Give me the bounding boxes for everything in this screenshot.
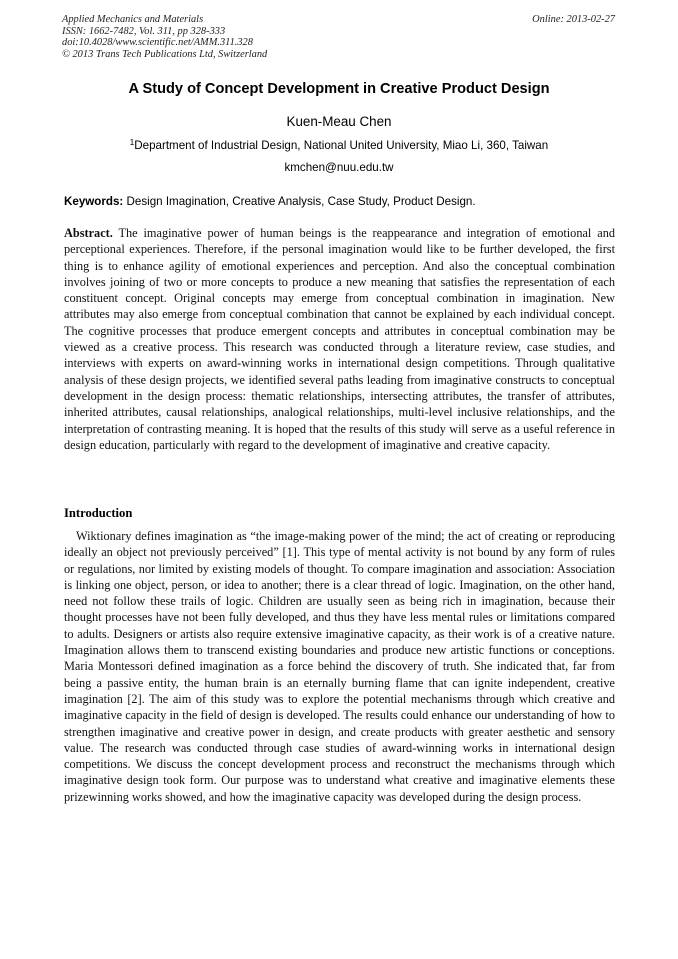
journal-header [62,14,615,60]
affiliation [0,139,678,152]
online-date: Online: 2013-02-27 [532,14,615,25]
affiliation-text: Department of Industrial Design, National United University, Miao Li, 360, Taiwan [134,139,549,152]
author-name: Kuen-Meau Chen [286,114,392,129]
issn-line: ISSN: 1662-7482, Vol. 311, pp 328-333 [62,25,226,37]
keywords-label: Keywords: [64,195,124,208]
introduction-paragraph: Wiktionary defines imagination as “the image-making power of the mind; the act of creating or reproducing ideally an object not previously perceived” [1]. This type of mental activity is not bound by any form of rules or regulations, nor limited by existing models of thought. To compare imagination and association: Association is linking one object, person, or idea to another; there is a clear thread of logic. Imagination, on the other hand, need not follow these trails of logic. Children are usually seen as being rich in imagination, because their thought processes have not been fully developed, and thus they have less mental rules or limitations compared to adults. Designers or artists also require extensive imaginative capacity, as their work is of a creative nature. Imagination allows them to transcend existing boundaries and produce new artistic functions or conceptions. Maria Montessori defined imagination as a force behind the discovery of truth. She indicated that, far from being a passive entity, the human brain is an eternally burning flame that can ignite independent, creative imagination [2]. The aim of this study was to explore the potential mechanisms through which creative and imaginative capacity in the field of design is developed. The results could enhance our understanding of how to strengthen imaginative and creative power in design, and create products with greater aesthetic and sensory value. The research was conducted through case studies of award-winning works in international design competitions. We discuss the concept development process and reconstruct the mechanisms through which imaginative design took form. Our purpose was to understand what creative and imaginative elements these prizewinning works showed, and how the imaginative capacity was developed during the design process. [64,529,615,804]
keywords [64,195,615,208]
abstract [64,225,615,453]
introduction-heading: Introduction [64,506,133,520]
copyright-line: © 2013 Trans Tech Publications Ltd, Switzerland [62,48,268,60]
abstract-label: Abstract. [64,226,113,240]
paper-title: A Study of Concept Development in Creative Product Design [128,81,550,97]
doi-line: doi:10.4028/www.scientific.net/AMM.311.328 [62,37,253,48]
journal-name: Applied Mechanics and Materials [62,14,204,25]
abstract-text: The imaginative power of human beings is the reappearance and integration of emotional and perceptional experiences. Therefore, if the personal imagination would like to be further developed, the first thing is to enhance agility of emotional experiences and perception. And also the conceptual combination involves joining of two or more concepts to produce a new meaning that satisfies the representation of each constituent concept. Original concepts may emerge from conceptual combination in imagination. New attributes may also emerge from conceptual combination that cannot be explained by each individual concept. The cognitive processes that produce emergent concepts and attributes in conceptual combination may be viewed as a creative process. This research was conducted through a literature review, case studies, and interviews with experts on award-winning works in international design competitions. Through qualitative analysis of these design projects, we identified several paths leading from imaginative constructs to conceptual development in the design process: thematic relationships, intersecting attributes, the transfer of attributes, inherited attributes, causal relationships, analogical relationships, multi-level inclusive relationships, and the interpretation of contrasting meaning. It is hoped that the results of this study will serve as a useful reference in design education, particularly with regard to the development of imaginative and creative capacity. [64,226,615,452]
author-email: kmchen@nuu.edu.tw [284,161,394,174]
keywords-text: Design Imagination, Creative Analysis, Case Study, Product Design. [126,195,476,208]
affiliation-marker: 1 [129,138,135,147]
